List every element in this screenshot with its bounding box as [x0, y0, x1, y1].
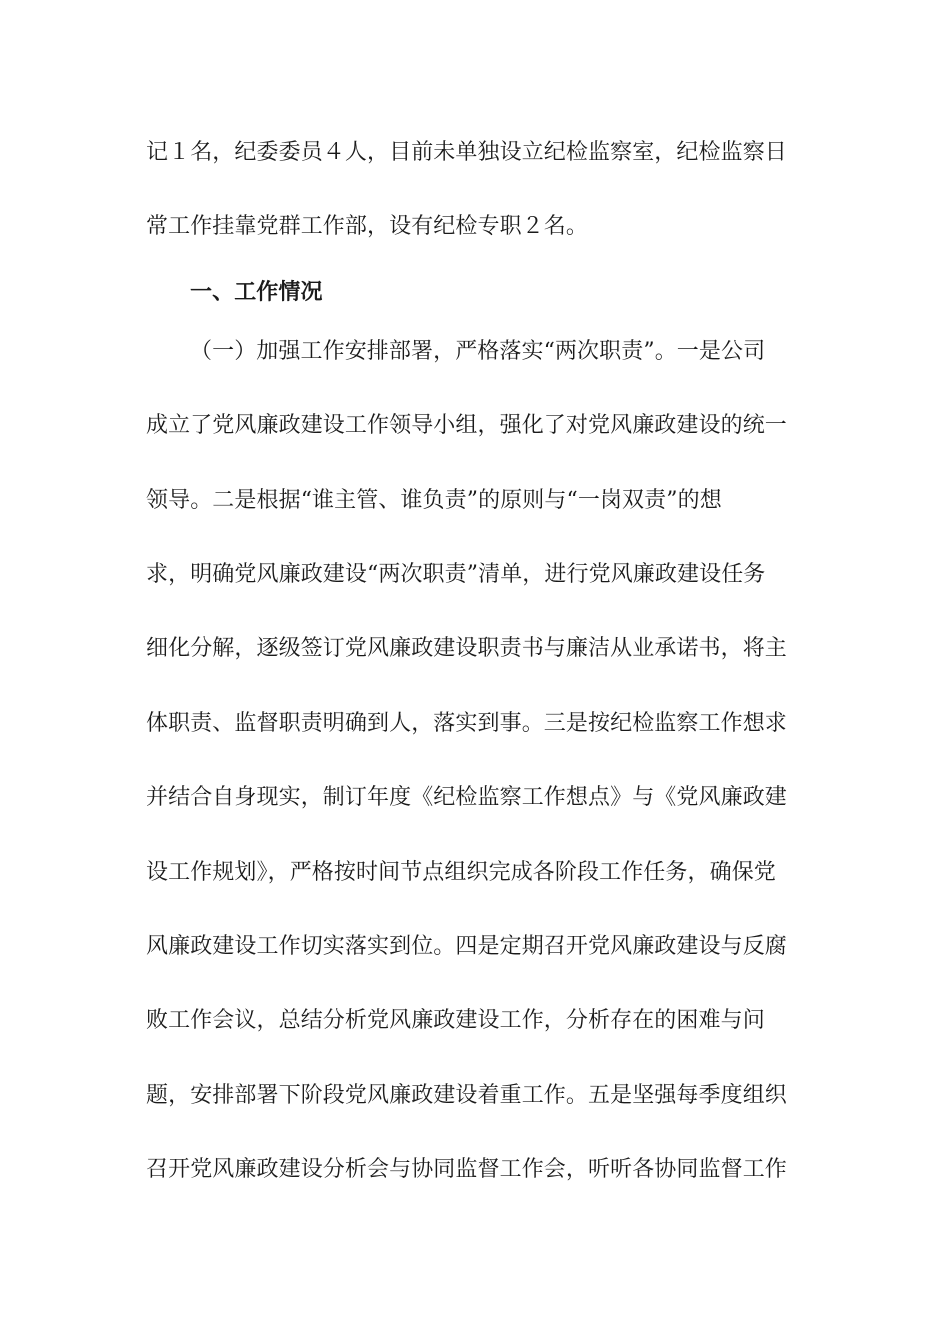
paragraph-line: 体职责、监督职责明确到人，落实到事。三是按纪检监察工作想求 — [146, 711, 787, 736]
paragraph-line: 细化分解，逐级签订党风廉政建设职责书与廉洁从业承诺书，将主 — [146, 636, 787, 661]
paragraph-line: 召开党风廉政建设分析会与协同监督工作会，听听各协同监督工作 — [146, 1157, 787, 1182]
paragraph-line: 败工作会议，总结分析党风廉政建设工作，分析存在的困难与问 — [146, 1008, 765, 1033]
paragraph-line: 题，安排部署下阶段党风廉政建设着重工作。五是坚强每季度组织 — [146, 1083, 787, 1108]
paragraph-line: 常工作挂靠党群工作部，设有纪检专职２名。 — [146, 214, 589, 239]
section-heading: 一、工作情况 — [190, 280, 323, 305]
subsection-heading-line: （一）加强工作安排部署，严格落实“两次职责”。一是公司 — [190, 339, 766, 364]
paragraph-line: 成立了党风廉政建设工作领导小组，强化了对党风廉政建设的统一 — [146, 413, 787, 438]
paragraph-line: 风廉政建设工作切实落实到位。四是定期召开党风廉政建设与反腐 — [146, 934, 787, 959]
paragraph-line: 领导。二是根据“谁主管、谁负责”的原则与“一岗双责”的想 — [146, 488, 722, 513]
paragraph-line: 求，明确党风廉政建设“两次职责”清单，进行党风廉政建设任务 — [146, 562, 766, 587]
paragraph-line: 记１名，纪委委员４人，目前未单独设立纪检监察室，纪检监察日 — [146, 140, 787, 165]
paragraph-line: 并结合自身现实，制订年度《纪检监察工作想点》与《党风廉政建 — [146, 785, 787, 810]
paragraph-line: 设工作规划》，严格按时间节点组织完成各阶段工作任务，确保党 — [146, 860, 776, 885]
